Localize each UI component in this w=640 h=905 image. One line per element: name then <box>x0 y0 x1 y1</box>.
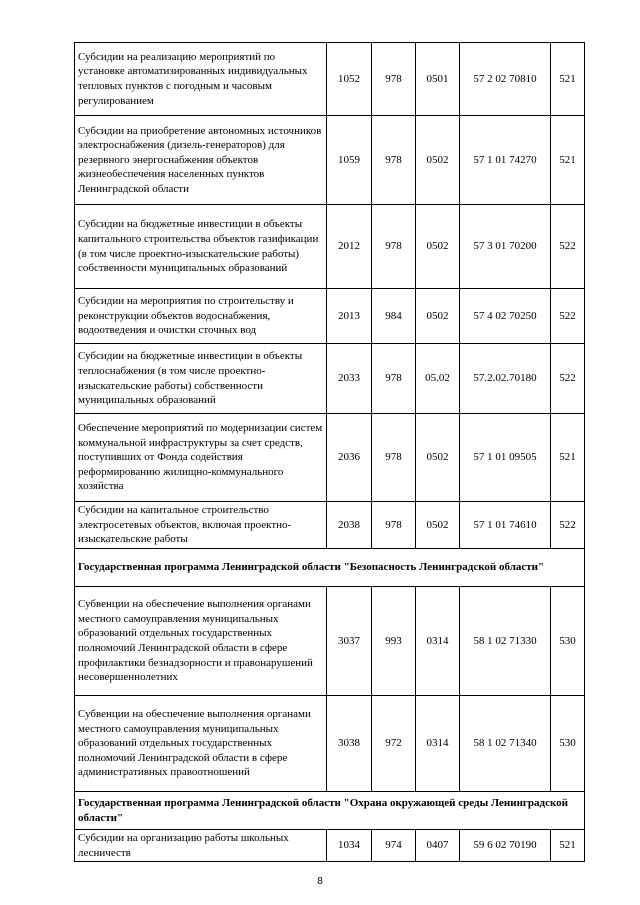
row-code: 3037 <box>327 587 372 696</box>
row-section: 0502 <box>416 502 460 549</box>
row-target: 59 6 02 70190 <box>460 830 551 862</box>
table-row <box>75 205 585 289</box>
row-section: 0502 <box>416 205 460 289</box>
row-grbs: 978 <box>372 414 416 502</box>
row-target: 57 1 01 09505 <box>460 414 551 502</box>
row-code: 1034 <box>327 830 372 862</box>
row-type: 521 <box>551 43 585 116</box>
row-section: 0407 <box>416 830 460 862</box>
row-section: 0502 <box>416 116 460 205</box>
budget-classification-table <box>74 42 585 862</box>
table-row <box>75 587 585 696</box>
row-grbs: 978 <box>372 205 416 289</box>
row-grbs: 993 <box>372 587 416 696</box>
row-target: 57 2 02 70810 <box>460 43 551 116</box>
row-target: 58 1 02 71330 <box>460 587 551 696</box>
table-row <box>75 43 585 116</box>
row-type: 522 <box>551 289 585 344</box>
row-code: 2036 <box>327 414 372 502</box>
program-title-environment: Государственная программа Ленинградской области "Охрана окружающей среды Ленинградской области" <box>75 792 585 830</box>
row-target: 57 1 01 74610 <box>460 502 551 549</box>
row-target: 58 1 02 71340 <box>460 696 551 792</box>
row-code: 3038 <box>327 696 372 792</box>
row-name: Обеспечение мероприятий по модернизации систем коммунальной инфраструктуры за счет средств, поступивших от Фонда содействия реформированию жилищно-коммунального хозяйства <box>75 414 327 502</box>
row-code: 2012 <box>327 205 372 289</box>
program-header-row <box>75 792 585 830</box>
program-header-row <box>75 549 585 587</box>
row-section: 05.02 <box>416 344 460 414</box>
row-name: Субсидии на организацию работы школьных лесничеств <box>75 830 327 862</box>
row-target: 57 4 02 70250 <box>460 289 551 344</box>
row-code: 2038 <box>327 502 372 549</box>
row-section: 0314 <box>416 587 460 696</box>
row-name: Субсидии на бюджетные инвестиции в объекты теплоснабжения (в том числе проектно-изыскательские работы) собственности муниципальных образований <box>75 344 327 414</box>
row-name: Субвенции на обеспечение выполнения органами местного самоуправления муниципальных образований отдельных государственных полномочий Ленинградской области в сфере административных правоотношений <box>75 696 327 792</box>
row-grbs: 984 <box>372 289 416 344</box>
table-row <box>75 830 585 862</box>
row-type: 522 <box>551 205 585 289</box>
table-row <box>75 696 585 792</box>
table-row <box>75 116 585 205</box>
row-target: 57 3 01 70200 <box>460 205 551 289</box>
row-name: Субсидии на реализацию мероприятий по установке автоматизированных индивидуальных тепловых пунктов с погодным и часовым регулированием <box>75 43 327 116</box>
row-name: Субсидии на капитальное строительство электросетевых объектов, включая проектно-изыскательские работы <box>75 502 327 549</box>
row-code: 2033 <box>327 344 372 414</box>
page-number: 8 <box>317 876 323 887</box>
row-grbs: 978 <box>372 502 416 549</box>
row-grbs: 978 <box>372 43 416 116</box>
row-name: Субсидии на приобретение автономных источников электроснабжения (дизель-генераторов) для резервного энергоснабжения объектов жизнеобеспечения населенных пунктов Ленинградской области <box>75 116 327 205</box>
row-section: 0502 <box>416 414 460 502</box>
row-type: 522 <box>551 344 585 414</box>
row-code: 1059 <box>327 116 372 205</box>
row-grbs: 978 <box>372 344 416 414</box>
row-target: 57.2.02.70180 <box>460 344 551 414</box>
row-type: 521 <box>551 414 585 502</box>
row-code: 2013 <box>327 289 372 344</box>
row-code: 1052 <box>327 43 372 116</box>
row-grbs: 972 <box>372 696 416 792</box>
table-row <box>75 414 585 502</box>
table-row <box>75 344 585 414</box>
row-name: Субвенции на обеспечение выполнения органами местного самоуправления муниципальных образований отдельных государственных полномочий Ленинградской области в сфере профилактики безнадзорности и правонарушений несовершеннолетних <box>75 587 327 696</box>
row-grbs: 974 <box>372 830 416 862</box>
row-type: 522 <box>551 502 585 549</box>
table-row <box>75 502 585 549</box>
row-section: 0314 <box>416 696 460 792</box>
row-name: Субсидии на мероприятия по строительству и реконструкции объектов водоснабжения, водоотведения и очистки сточных вод <box>75 289 327 344</box>
table-row <box>75 289 585 344</box>
row-section: 0501 <box>416 43 460 116</box>
row-section: 0502 <box>416 289 460 344</box>
row-type: 530 <box>551 587 585 696</box>
row-type: 521 <box>551 830 585 862</box>
program-title-safety: Государственная программа Ленинградской области "Безопасность Ленинградской области" <box>75 549 585 587</box>
row-target: 57 1 01 74270 <box>460 116 551 205</box>
row-grbs: 978 <box>372 116 416 205</box>
row-type: 530 <box>551 696 585 792</box>
row-type: 521 <box>551 116 585 205</box>
row-name: Субсидии на бюджетные инвестиции в объекты капитального строительства объектов газификации (в том числе проектно-изыскательские работы) собственности муниципальных образований <box>75 205 327 289</box>
